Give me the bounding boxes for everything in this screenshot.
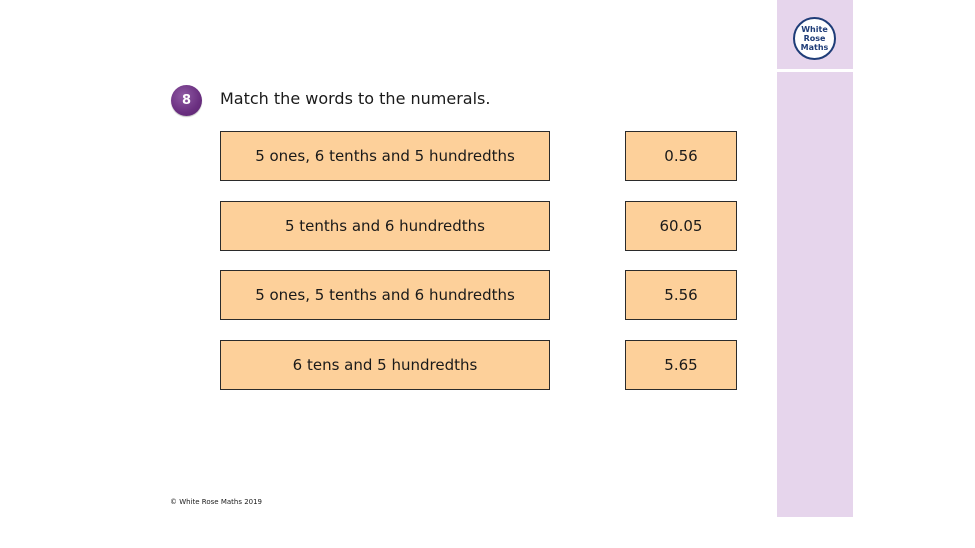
white-rose-maths-logo [793,17,836,60]
word-card-3[interactable]: 5 ones, 5 tenths and 6 hundredths [220,270,550,320]
copyright-footer: © White Rose Maths 2019 [170,498,263,506]
numeral-card-4[interactable]: 5.65 [625,340,737,390]
question-number-badge: 8 [171,85,202,116]
question-prompt: Match the words to the numerals. [220,89,491,108]
side-panel [777,0,853,517]
word-card-1[interactable]: 5 ones, 6 tenths and 5 hundredths [220,131,550,181]
numeral-card-3[interactable]: 5.56 [625,270,737,320]
logo-line-1: White [801,25,828,34]
logo-line-2: Rose [803,34,826,43]
numeral-card-2[interactable]: 60.05 [625,201,737,251]
logo-line-3: Maths [800,43,829,52]
word-card-4[interactable]: 6 tens and 5 hundredths [220,340,550,390]
word-card-2[interactable]: 5 tenths and 6 hundredths [220,201,550,251]
numeral-card-1[interactable]: 0.56 [625,131,737,181]
side-panel-divider [777,69,853,72]
